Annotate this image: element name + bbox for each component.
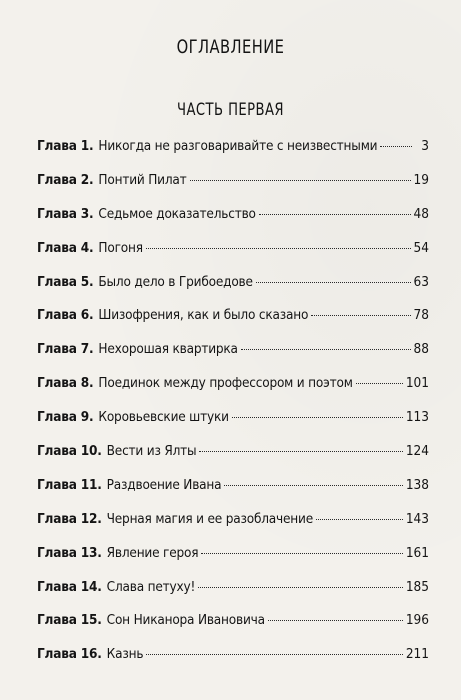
dot-leader: [190, 180, 411, 181]
page-number: 143: [405, 510, 429, 527]
toc-entry: [37, 239, 429, 273]
page-number: 54: [413, 239, 429, 256]
chapter-label: Глава 2.: [37, 171, 94, 188]
chapter-title: Нехорошая квартирка: [98, 341, 238, 358]
toc-title: ОГЛАВЛЕНИЕ: [176, 36, 285, 58]
chapter-title: Было дело в Грибоедове: [98, 273, 253, 290]
toc-entry: [37, 476, 429, 510]
chapter-label: Глава 3.: [37, 205, 94, 222]
dot-leader: [146, 654, 403, 655]
chapter-title: Коровьевские штуки: [98, 409, 229, 426]
toc-entry: [37, 374, 429, 408]
page-number: 138: [405, 476, 429, 493]
dot-leader: [198, 587, 403, 588]
chapter-label: Глава 11.: [37, 476, 102, 493]
toc-entry: [37, 442, 429, 476]
chapter-label: Глава 14.: [37, 578, 102, 595]
chapter-title: Понтий Пилат: [98, 171, 187, 188]
toc-entry: [37, 408, 429, 442]
dot-leader: [268, 620, 403, 621]
chapter-title: Шизофрения, как и было сказано: [98, 307, 309, 324]
page-number: 196: [405, 612, 429, 629]
chapter-label: Глава 16.: [37, 646, 102, 663]
toc-entry: [37, 645, 429, 679]
page-number: 88: [413, 341, 429, 358]
chapter-label: Глава 7.: [37, 341, 94, 358]
page-number: 161: [405, 544, 429, 561]
chapter-title: Седьмое доказательство: [98, 205, 256, 222]
chapter-title: Сон Никанора Ивановича: [106, 612, 265, 629]
page-number: 101: [405, 375, 429, 392]
chapter-label: Глава 6.: [37, 307, 94, 324]
page-number: 185: [405, 578, 429, 595]
dot-leader: [199, 451, 402, 452]
page-number: 19: [413, 171, 429, 188]
dot-leader: [316, 519, 403, 520]
toc-entry: [37, 137, 429, 171]
chapter-title: Вести из Ялты: [106, 443, 197, 460]
page-number: 3: [421, 138, 429, 154]
dot-leader: [356, 383, 403, 384]
chapter-label: Глава 5.: [37, 273, 94, 290]
dot-leader: [256, 282, 411, 283]
part-title: ЧАСТЬ ПЕРВАЯ: [177, 100, 284, 120]
dot-leader: [311, 315, 410, 316]
chapter-title: Поединок между профессором и поэтом: [98, 375, 353, 392]
chapter-title: Слава петуху!: [106, 578, 196, 595]
chapter-label: Глава 1.: [37, 138, 94, 154]
chapter-label: Глава 9.: [37, 409, 94, 426]
chapter-title: Черная магия и ее разоблачение: [106, 510, 314, 527]
page-number: 78: [413, 307, 429, 324]
chapter-title: Раздвоение Ивана: [106, 476, 222, 493]
page-number: 124: [405, 443, 429, 460]
chapter-label: Глава 15.: [37, 612, 102, 629]
dot-leader: [259, 214, 411, 215]
toc-entry: [37, 205, 429, 239]
page-number: 63: [413, 273, 429, 290]
page-number: 48: [413, 205, 429, 222]
toc-entry: [37, 544, 429, 578]
chapter-label: Глава 13.: [37, 544, 102, 561]
table-of-contents: [37, 137, 429, 679]
page-number: 113: [405, 409, 429, 426]
chapter-label: Глава 12.: [37, 510, 102, 527]
toc-entry: [37, 611, 429, 645]
chapter-title: Погоня: [98, 239, 143, 256]
dot-leader: [380, 146, 412, 147]
toc-entry: [37, 578, 429, 612]
dot-leader: [201, 553, 402, 554]
chapter-label: Глава 10.: [37, 443, 102, 460]
chapter-label: Глава 8.: [37, 375, 94, 392]
toc-entry: [37, 340, 429, 374]
chapter-label: Глава 4.: [37, 239, 94, 256]
toc-entry: [37, 171, 429, 205]
dot-leader: [241, 349, 411, 350]
dot-leader: [232, 417, 403, 418]
toc-entry: [37, 273, 429, 307]
toc-entry: [37, 510, 429, 544]
chapter-title: Никогда не разговаривайте с неизвестными: [98, 138, 378, 154]
dot-leader: [146, 248, 411, 249]
page-number: 211: [405, 646, 429, 663]
chapter-title: Явление героя: [106, 544, 199, 561]
chapter-title: Казнь: [106, 646, 144, 663]
dot-leader: [224, 485, 402, 486]
toc-entry: [37, 306, 429, 340]
